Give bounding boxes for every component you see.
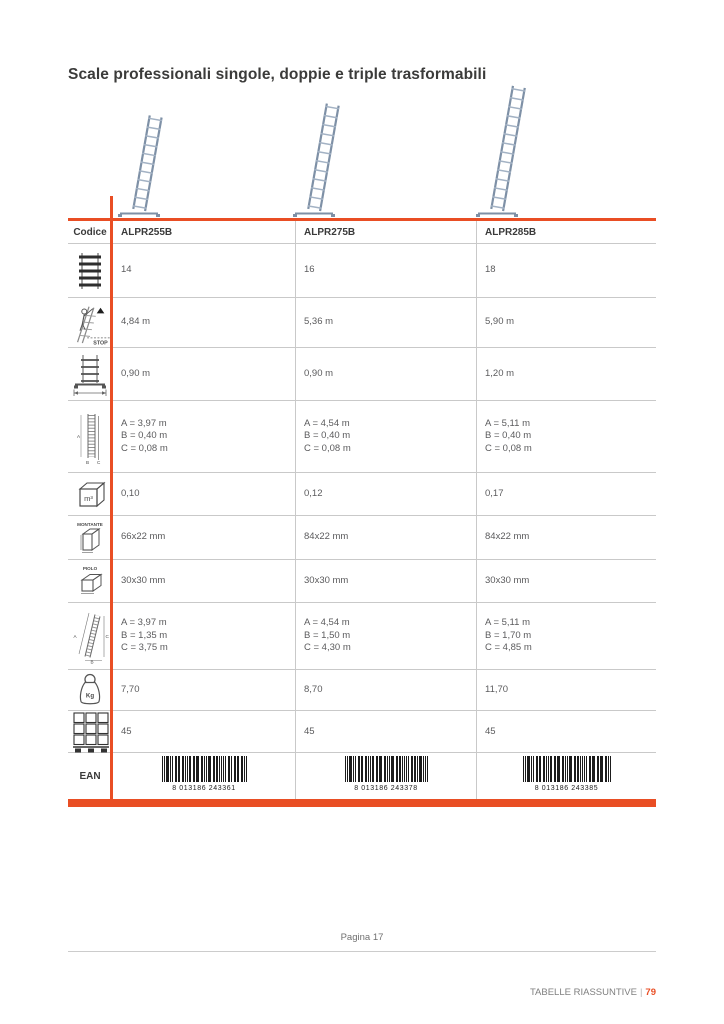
cell-value: 16 xyxy=(304,264,315,276)
footer-divider xyxy=(68,951,656,952)
ean-label: EAN xyxy=(79,770,101,782)
ladder-illustration-2 xyxy=(279,100,349,217)
cell-value: 0,10 xyxy=(121,487,140,499)
ladder-rungs-icon xyxy=(73,250,107,292)
dim-a-label: A xyxy=(77,433,81,439)
table-row-dimensioni-aperta xyxy=(68,602,656,669)
cell-value: 30x30 mm xyxy=(121,574,166,586)
cell-value: 0,90 m xyxy=(121,367,151,379)
ladder-illustration-1 xyxy=(104,112,174,217)
cell-value: 66x22 mm xyxy=(121,531,166,543)
barcode-3 xyxy=(523,756,611,796)
table-row-montante xyxy=(68,515,656,559)
cell-value: 1,20 m xyxy=(485,367,515,379)
table-row-larghezza-base xyxy=(68,347,656,400)
product-code-1: ALPR255B xyxy=(112,221,295,243)
codice-header: Codice xyxy=(73,226,107,238)
barcode-number: 8 013186 243378 xyxy=(354,785,418,793)
cell-value: 45 xyxy=(121,725,132,737)
base-width-icon xyxy=(70,351,110,397)
cell-value: 30x30 mm xyxy=(304,574,349,586)
cell-value: 45 xyxy=(304,725,315,737)
cell-line: B = 0,40 m xyxy=(304,430,351,442)
dim-a-label: A xyxy=(73,634,77,639)
barcode-number: 8 013186 243385 xyxy=(534,785,599,793)
table-row-gradini xyxy=(68,243,656,297)
cell-value: 0,12 xyxy=(304,487,323,499)
accent-vertical-line xyxy=(110,196,113,807)
product-code-2: ALPR275B xyxy=(295,221,476,243)
weight-kg-icon xyxy=(74,671,106,709)
cell-line: C = 4,30 m xyxy=(304,642,351,654)
kg-label: Kg xyxy=(85,692,95,700)
table-header-row xyxy=(68,221,656,243)
cell-value: 5,36 m xyxy=(304,316,334,328)
footer-section xyxy=(530,987,656,998)
working-height-icon xyxy=(68,300,112,346)
footer-section-label: TABELLE RIASSUNTIVE xyxy=(529,987,637,998)
volume-cube-icon xyxy=(72,478,108,510)
cell-value: 84x22 mm xyxy=(485,531,530,543)
table-row-pallet xyxy=(68,710,656,752)
cell-value: 30x30 mm xyxy=(485,574,530,586)
cell-line: C = 3,75 m xyxy=(121,642,168,654)
cell-line: C = 4,85 m xyxy=(485,642,532,654)
cell-value: 0,90 m xyxy=(304,367,334,379)
cell-line: A = 3,97 m xyxy=(121,617,167,629)
cell-value: 8,70 xyxy=(304,683,323,695)
table-row-volume xyxy=(68,472,656,515)
cell-value: 7,70 xyxy=(121,683,140,695)
footer-page-number: 79 xyxy=(645,987,656,998)
cell-line: A = 3,97 m xyxy=(121,417,167,429)
montante-profile-icon xyxy=(69,519,111,557)
cell-line: B = 1,50 m xyxy=(304,629,351,641)
table-row-ean xyxy=(68,752,656,799)
barcode-number: 8 013186 243361 xyxy=(172,785,236,793)
page-title: Scale professionali singole, doppie e triple trasformabili xyxy=(68,66,487,83)
dim-c-label: C xyxy=(97,459,101,465)
cell-line: B = 0,40 m xyxy=(121,430,168,442)
pallet-icon xyxy=(70,711,110,753)
cell-line: B = 1,35 m xyxy=(121,629,168,641)
cell-line: A = 4,54 m xyxy=(304,417,350,429)
piolo-label: PIOLO xyxy=(82,566,98,571)
dim-b-label: B xyxy=(90,659,94,664)
table-row-piolo xyxy=(68,559,656,602)
montante-label: MONTANTE xyxy=(77,521,103,527)
table-row-dimensioni-chiusa xyxy=(68,400,656,472)
barcode-bars xyxy=(345,756,428,782)
product-code-3: ALPR285B xyxy=(476,221,656,243)
cell-line: A = 4,54 m xyxy=(304,617,350,629)
m3-label: m³ xyxy=(84,494,93,503)
cell-value: 5,90 m xyxy=(485,316,515,328)
ladder-illustration-3 xyxy=(462,82,532,217)
cell-line: A = 5,11 m xyxy=(485,617,530,629)
cell-line: C = 0,08 m xyxy=(121,442,168,454)
barcode-bars xyxy=(523,756,611,782)
piolo-profile-icon xyxy=(69,563,111,599)
spec-table xyxy=(68,218,656,807)
cell-value: 11,70 xyxy=(485,683,509,695)
stop-label: STOP xyxy=(93,340,108,346)
cell-value: 45 xyxy=(485,725,496,737)
dim-b-label: B xyxy=(86,459,90,465)
cell-line: C = 0,08 m xyxy=(304,442,351,454)
cell-value: 4,84 m xyxy=(121,316,151,328)
closed-dimensions-icon xyxy=(73,409,107,465)
table-row-altezza-lavoro xyxy=(68,297,656,347)
cell-line: B = 0,40 m xyxy=(485,430,532,442)
cell-line: A = 5,11 m xyxy=(485,417,530,429)
dim-c-label: C xyxy=(105,634,109,639)
cell-line: C = 0,08 m xyxy=(485,442,532,454)
cell-line: B = 1,70 m xyxy=(485,629,532,641)
page-reference: Pagina 17 xyxy=(340,932,384,943)
cell-value: 84x22 mm xyxy=(304,531,349,543)
barcode-bars xyxy=(162,756,247,782)
cell-value: 14 xyxy=(121,264,132,276)
table-bottom-accent-bar xyxy=(68,799,656,807)
table-row-peso xyxy=(68,669,656,710)
footer-separator: | xyxy=(639,987,643,998)
cell-value: 18 xyxy=(485,264,496,276)
barcode-2 xyxy=(345,756,428,796)
barcode-1 xyxy=(162,756,247,796)
open-dimensions-icon xyxy=(70,608,110,664)
cell-value: 0,17 xyxy=(485,487,504,499)
